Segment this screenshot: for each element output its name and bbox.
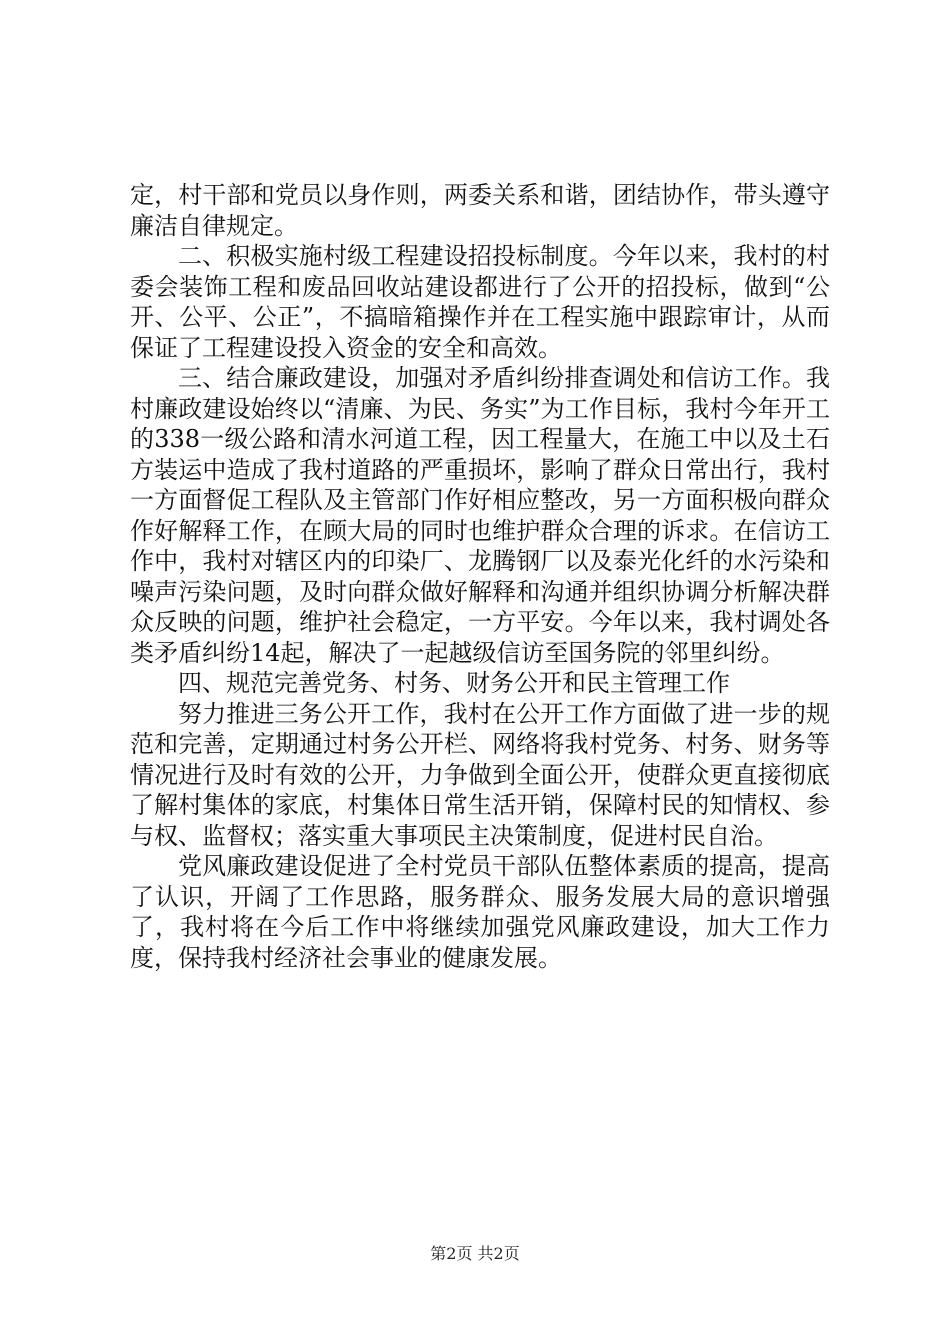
paragraph-transparency: 努力推进三务公开工作，我村在公开工作方面做了进一步的规范和完善，定期通过村务公开栏、网络将我村党务、村务、财务等情况进行及时有效的公开，力争做到全面公开，使群众更直接彻底了解村集体的家底，村集体日常生活开销，保障村民的知情权、参与权、监督权；落实重大事项民主决策制度，促进村民自治。: [130, 699, 830, 850]
paragraph-bidding-system: 二、积极实施村级工程建设招投标制度。今年以来，我村的村委会装饰工程和废品回收站建设都进行了公开的招投标，做到“公开、公平、公正”，不搞暗箱操作并在工程实施中跟踪审计，从而保证了工程建设投入资金的安全和高效。: [130, 242, 830, 362]
paragraph-dispute-resolution: 三、结合廉政建设，加强对矛盾纠纷排查调处和信访工作。我村廉政建设始终以“清廉、为民、务实”为工作目标，我村今年开工的338一级公路和清水河道工程，因工程量大，在施工中以及土石方装运中造成了我村道路的严重损坏，影响了群众日常出行，我村一方面督促工程队及主管部门作好相应整改，另一方面积极向群众作好解释工作，在顾大局的同时也维护群众合理的诉求。在信访工作中，我村对辖区内的印染厂、龙腾钢厂以及泰光化纤的水污染和噪声污染问题，及时向群众做好解释和沟通并组织协调分析解决群众反映的问题，维护社会稳定，一方平安。今年以来，我村调处各类矛盾纠纷14起，解决了一起越级信访至国务院的邻里纠纷。: [130, 364, 830, 667]
paragraph-conclusion: 党风廉政建设促进了全村党员干部队伍整体素质的提高，提高了认识，开阔了工作思路，服务群众、服务发展大局的意识增强了，我村将在今后工作中将继续加强党风廉政建设，加大工作力度，保持我村经济社会事业的健康发展。: [130, 852, 830, 972]
page-number: 第2页 共2页: [430, 1244, 520, 1263]
document-body: [130, 180, 830, 973]
section-heading-transparency: 四、规范完善党务、村务、财务公开和民主管理工作: [178, 669, 730, 697]
paragraph-continuation: 定，村干部和党员以身作则，两委关系和谐，团结协作，带头遵守廉洁自律规定。: [130, 181, 830, 240]
